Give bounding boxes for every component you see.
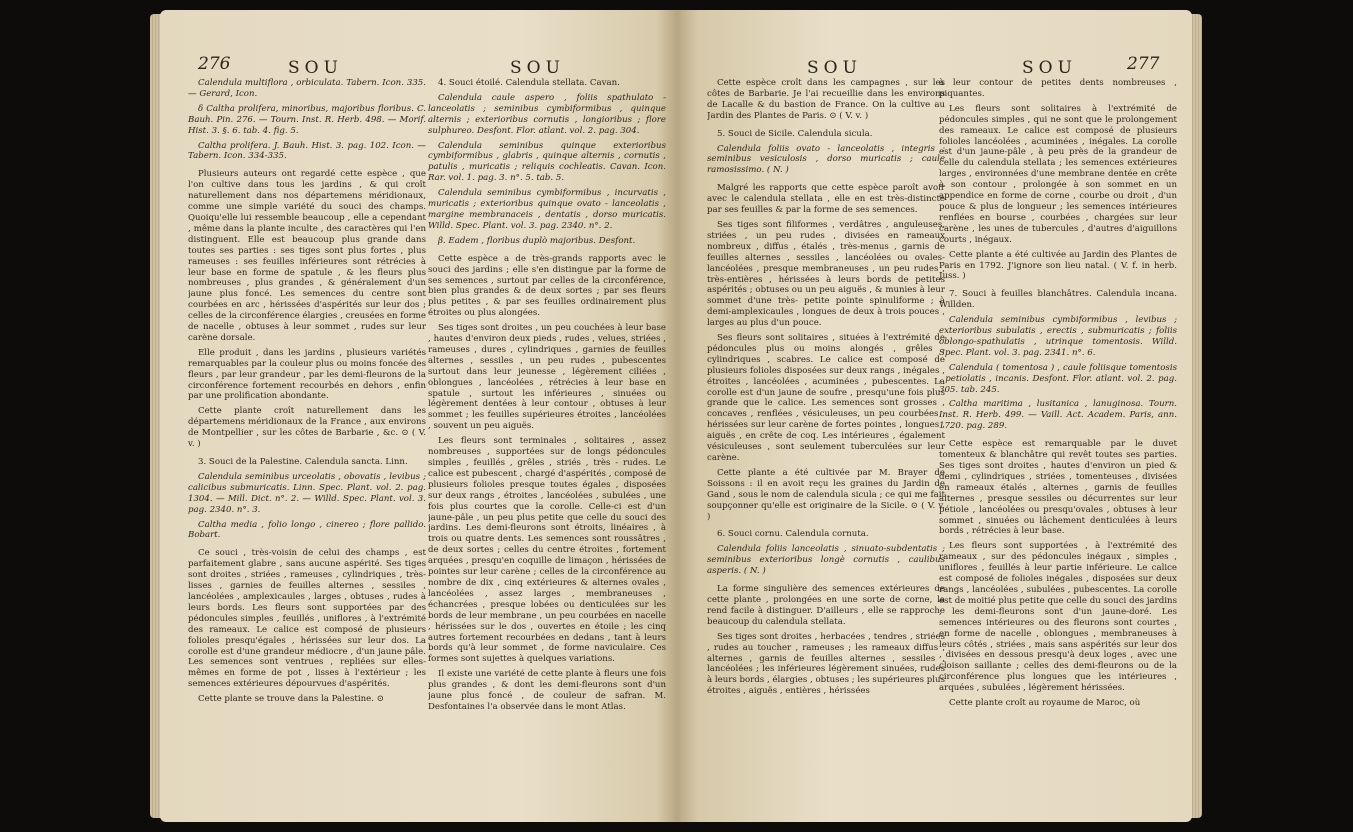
paragraph: Caltha media , folio longo , cinereo ; flore pallido. Bobart.: [188, 519, 426, 541]
paragraph: Ses tiges sont droites , un peu couchées à leur base , hautes d'environ deux pieds , rudes , velues, striées , rameuses , dures , cylindriques , garnies de feuilles alternes , sessiles , un peu rudes , pubescentes surtout dans leur jeunesse , légèrement ciliées , oblongues , lancéolées , rétrécies à leur base en spatule , surtout les inférieures , sinuées ou légèrement dentées à leur contour , obtuses à leur sommet ; les feuilles supérieures étroites , lancéolées , souvent un peu aiguës.: [428, 323, 666, 432]
paragraph: La forme singulière des semences extérieures de cette plante , prolongées en une sorte de corne, la rend facile à distinguer. D'ailleurs , elle se rapproche beaucoup du calendula stellata.: [707, 584, 945, 627]
paragraph: Cette plante a été cultivée au Jardin des Plantes de Paris en 1792. J'ignore son lieu natal. ( V. f. in herb. Juss. ): [939, 249, 1177, 282]
species-heading: 3. Souci de la Palestine. Calendula sancta. Linn.: [198, 457, 408, 467]
paragraph: Calendula ( tomentosa ) , caule foliisque tomentosis , petiolatis , incanis. Desfont. Flor. atlant. vol. 2. pag. 305. tab. 245.: [939, 362, 1177, 395]
page-number: 277: [1127, 54, 1160, 74]
paragraph: Caltha maritima , lusitanica , lanuginosa. Tourn. Inst. R. Herb. 499. — Vaill. Act. Academ. Paris, ann. 1720. pag. 289.: [939, 399, 1177, 432]
paragraph: Ses tiges sont droites , herbacées , tendres , striées , rudes au toucher , rameuses ; les rameaux diffus , alternes , garnis de feuilles alternes , sessiles , lancéolées ; les inférieures légèrement sinuées, rudes à leurs bords , élargies , obtuses ; les supérieures plus étroites , aiguës , entières , hérissées: [707, 631, 945, 697]
paragraph: Cette espèce est remarquable par le duvet tomenteux & blanchâtre qui revêt toutes ses parties. Ses tiges sont droites , hautes d'environ un pied & demi , cylindriques , striées , tomenteuses , divisées en rameaux étalés , alternes , garnis de feuilles alternes , presque sessiles ou décurrentes sur leur pétiole , lancéolées ou presqu'ovales , obtuses à leur sommet , sinuées ou lâchement denticulées à leurs bords , rétrécies à leur base.: [939, 439, 1177, 537]
left-page: [160, 10, 677, 822]
paragraph: Cette plante croît au royaume de Maroc, où: [949, 698, 1141, 709]
paragraph: Cette plante croît naturellement dans les départemens méridionaux de la France , aux environs de Montpellier , sur les côtes de Barbarie , &c. ⊙ ( V. v. ): [188, 406, 426, 450]
page-number: 276: [198, 54, 231, 74]
paragraph: Il existe une variété de cette plante à fleurs une fois plus grandes , & dont les demi-fleurons sont d'un jaune plus foncé , de couleur de safran. M. Desfontaines l'a observée dans le mont Atlas.: [428, 669, 666, 712]
right-page: [677, 10, 1192, 822]
species-heading: 5. Souci de Sicile. Calendula sicula.: [717, 128, 873, 139]
running-head: SOU: [288, 58, 343, 78]
paragraph: Calendula seminibus quinque exterioribus cymbiformibus , glabris , quinque alternis , cornutis , patulis , muricatis ; reliquis cochleatis. Cavan. Icon. Rar. vol. 1. pag. 3. n°. 5. tab. 5.: [428, 140, 666, 184]
paragraph: Malgré les rapports que cette espèce paroît avoir avec le calendula stellata , elle en est très-distincte par ses feuilles & par la forme de ses semences.: [707, 183, 945, 216]
species-heading: 4. Souci étoilé. Calendula stellata. Cavan.: [438, 78, 620, 88]
text-column-right: [939, 78, 1177, 813]
paragraph: Calendula seminibus urceolatis , obovatis , levibus ; calicibus submuricatis. Linn. Spec. Plant. vol. 2. pag. 1304. — Mill. Dict. n°. 2. — Willd. Spec. Plant. vol. 3. pag. 2340. n°. 3.: [188, 471, 426, 515]
paragraph: Ses tiges sont filiformes , verdâtres , anguleuses, striées , un peu rudes , divisées en rameaux nombreux , diffus , étalés , très-menus , garnis de feuilles alternes , sessiles , lancéolées ou ovales-lancéolées , presque membraneuses , un peu rudes , très-entières , hérissées à leurs bords de petites aspérités ; obtuses ou un peu aiguës , & munies à leur sommet d'une très- petite pointe spinuliforme ; à demi-amplexicaules , longues de deux à trois pouces , larges au plus d'un pouce.: [707, 219, 945, 329]
text-column-left: [188, 78, 426, 813]
paragraph: Calendula foliis ovato - lanceolatis , integris ; seminibus vesiculosis , dorso muricatis ; caule ramosissimo. ( N. ): [707, 143, 945, 176]
paragraph: Cette plante se trouve dans la Palestine. ⊙: [198, 694, 384, 705]
running-head: SOU: [1022, 58, 1077, 78]
species-heading: 6. Souci cornu. Calendula cornuta.: [717, 529, 869, 540]
paragraph: Plusieurs auteurs ont regardé cette espèce , que l'on cultive dans tous les jardins , & qui croît naturellement dans nos départemens méridionaux, comme une simple variété du souci des champs. Quoiqu'elle lui ressemble beaucoup , elle a cependant , même dans la plante inculte , des caractères qui l'en distinguent. Elle est beaucoup plus grande dans toutes ses parties : ses tiges sont plus fortes , plus rameuses : ses feuilles inférieures sont rétrécies à leur base en forme de spatule , & les fleurs plus nombreuses , plus grandes , & généralement d'un jaune plus foncé. Les semences du centre sont courbées en arc , hérissées d'aspérités sur leur dos ; celles de la circonférence élargies , creusées en forme de nacelle , obtuses à leur sommet , rudes sur leur carène dorsale.: [188, 169, 426, 343]
paragraph: Calendula seminibus cymbiformibus , levibus ; exterioribus subulatis , erectis , submuricatis ; foliis oblongo-spathulatis , utrinque tomentosis. Willd. Spec. Plant. vol. 3. pag. 2341. n°. 6.: [939, 315, 1177, 358]
paragraph: Cette espèce a de très-grands rapports avec le souci des jardins ; elle s'en distingue par la forme de ses semences , surtout par celles de la circonférence, bien plus grandes & de deux sortes ; par ses fleurs plus petites , & par ses feuilles ordinairement plus étroites ou plus alongées.: [428, 253, 666, 319]
paragraph: β. Eadem , floribus duplò majoribus. Desfont.: [438, 235, 636, 246]
paragraph: Calendula multiflora , orbiculata. Tabern. Icon. 335. — Gerard, Icon.: [188, 78, 426, 99]
paragraph: Cette plante a été cultivée par M. Brayer de Soissons : il en avoit reçu les graines du Jardin de Gand , sous le nom de calendula sicula ; ce qui me fait soupçonner qu'elle est originaire de la Sicile. ⊙ ( V. v. ): [707, 467, 945, 522]
running-head: SOU: [510, 58, 565, 78]
paragraph: Elle produit , dans les jardins , plusieurs variétés remarquables par la couleur plus ou moins foncée des fleurs , par leur grandeur , par les demi-fleurons de la circonférence fortement recourbés en dehors , enfin par une prolification abondante.: [188, 347, 426, 402]
paragraph: Ce souci , très-voisin de celui des champs , est parfaitement glabre , sans aucune aspérité. Ses tiges sont droites , striées , rameuses , cylindriques , très-lisses , garnies de feuilles alternes , sessiles , lancéolées , amplexicaules , larges , obtuses , rudes à leurs bords. Les fleurs sont supportées par des pédoncules simples , feuillés , uniflores , à l'extrémité des rameaux. Le calice est composé de plusieurs folioles presqu'égales , hérissées sur leur dos. La corolle est d'une grandeur médiocre , d'un jaune pâle. Les semences sont ventrues , repliées sur elles-mêmes en forme de pot , lisses à l'extérieur ; les semences extérieures dépourvues d'aspérités.: [188, 548, 426, 690]
paragraph: Calendula caule aspero , foliis spathulato - lanceolatis ; seminibus cymbiformibus , quinque alternis ; exterioribus cornutis , longioribus ; flore sulphureo. Desfont. Flor. atlant. vol. 2. pag. 304.: [428, 92, 666, 136]
paragraph: δ Caltha prolifera, minoribus, majoribus floribus. C. Bauh. Pin. 276. — Tourn. Inst. R. Herb. 498. — Morif. Hist. 3. §. 6. tab. 4. fig. 5.: [188, 103, 426, 136]
running-head: SOU: [807, 58, 862, 78]
paragraph: Les fleurs sont solitaires à l'extrémité de pédoncules simples , qui ne sont que le prolongement des rameaux. Le calice est composé de plusieurs folioles lancéolées , acuminées , inégales. La corolle est d'un jaune-pâle , à peu près de la grandeur de celle du calendula stellata ; les semences extérieures larges , environnées d'une membrane dentée en crête à son contour , prolongée à son sommet en un appendice en forme de corne , courbe ou droit , d'un pouce & plus de longueur ; les semences intérieures renflées en bourse , courbées , chargées sur leur carène , les unes de tubercules , d'autres d'aiguillons courts , inégaux.: [939, 103, 1177, 245]
paragraph: Calendula foliis lanceolatis , sinuato-subdentatis ; seminibus exterioribus longè cornutis , caulibus asperis. ( N. ): [707, 544, 945, 577]
text-column-right: [428, 78, 666, 813]
species-heading: 7. Souci à feuilles blanchâtres. Calendula incana. Willden.: [939, 289, 1177, 311]
paragraph: Ses fleurs sont solitaires , situées à l'extrémité de pédoncules plus ou moins alongés , grêles , cylindriques , scabres. Le calice est composé de plusieurs folioles disposées sur deux rangs , inégales , étroites , lancéolées , acuminées , pubescentes. La corolle est d'un jaune de soufre , presqu'une fois plus grande que le calice. Les semences sont grosses , concaves , renflées , vésiculeuses, un peu courbées , hérissées sur leur carène de fortes pointes , longues , aiguës , en crête de coq. Les intérieures , également vésiculeuses , sont seulement tuberculées sur leur carène.: [707, 333, 945, 463]
paragraph: Cette espèce croît dans les campagnes , sur les côtes de Barbarie. Je l'ai recueillie dans les environs de Lacalle & du bastion de France. On la cultive au Jardin des Plantes de Paris. ⊙ ( V. v. ): [707, 78, 945, 121]
paragraph: Les fleurs sont supportées , à l'extrémité des rameaux , sur des pédoncules inégaux , simples , uniflores , feuillés à leur partie inférieure. Le calice est composé de folioles inégales , disposées sur deux rangs , lancéolées , subulées , pubescentes. La corolle est de moitié plus petite que celle du souci des jardins ; les demi-fleurons sont d'un jaune-doré. Les semences intérieures ou des fleurons sont courtes , en forme de nacelle , oblongues , membraneuses à leurs côtés , striées , mais sans aspérités sur leur dos , divisées en dessous presqu'à deux loges , avec une cloison saillante ; celles des demi-fleurons ou de la circonférence plus longues que les intérieures , arquées , subulées , légèrement hérissées.: [939, 541, 1177, 694]
paragraph: à leur contour de petites dents nombreuses , piquantes.: [939, 78, 1177, 99]
text-column-left: [707, 78, 945, 813]
paragraph: Caltha prolifera. J. Bauh. Hist. 3. pag. 102. Icon. — Tabern. Icon. 334-335.: [188, 140, 426, 162]
paragraph: Les fleurs sont terminales , solitaires , assez nombreuses , supportées sur de longs pédoncules simples , feuillés , grêles , striés , très - rudes. Le calice est pubescent , chargé d'aspérités , composé de plusieurs folioles presque toutes égales , disposées sur deux rangs , étroites , lancéolées , subulées , une fois plus courtes que la corolle. Celle-ci est d'un jaune-pâle , un peu plus petite que celle du souci des jardins. Les demi-fleurons sont étroits, linéaires , à trois ou quatre dents. Les semences sont roussâtres , de deux sortes ; celles du centre étroites , fortement arquées , presqu'en coquille de limaçon , hérissées de pointes sur leur carène ; celles de la circonférence au nombre de dix , cinq extérieures & alternes ovales , lancéolées , assez larges , membraneuses , échancrées , presque lobées ou denticulées sur les bords de leur membrane , un peu courbées en nacelle , hérissées sur le dos , ouvertes en étoile ; les cinq autres fortement recourbées en dedans , tant à leurs bords qu'à leur sommet , de forme naviculaire. Ces formes sont sujettes à quelques variations.: [428, 436, 666, 665]
paragraph: Calendula seminibus cymbiformibus , incurvatis , muricatis ; exterioribus quinque ovato - lanceolatis , margine membranaceis , dentatis , dorso muricatis. Willd. Spec. Plant. vol. 3. pag. 2340. n°. 2.: [428, 188, 666, 231]
